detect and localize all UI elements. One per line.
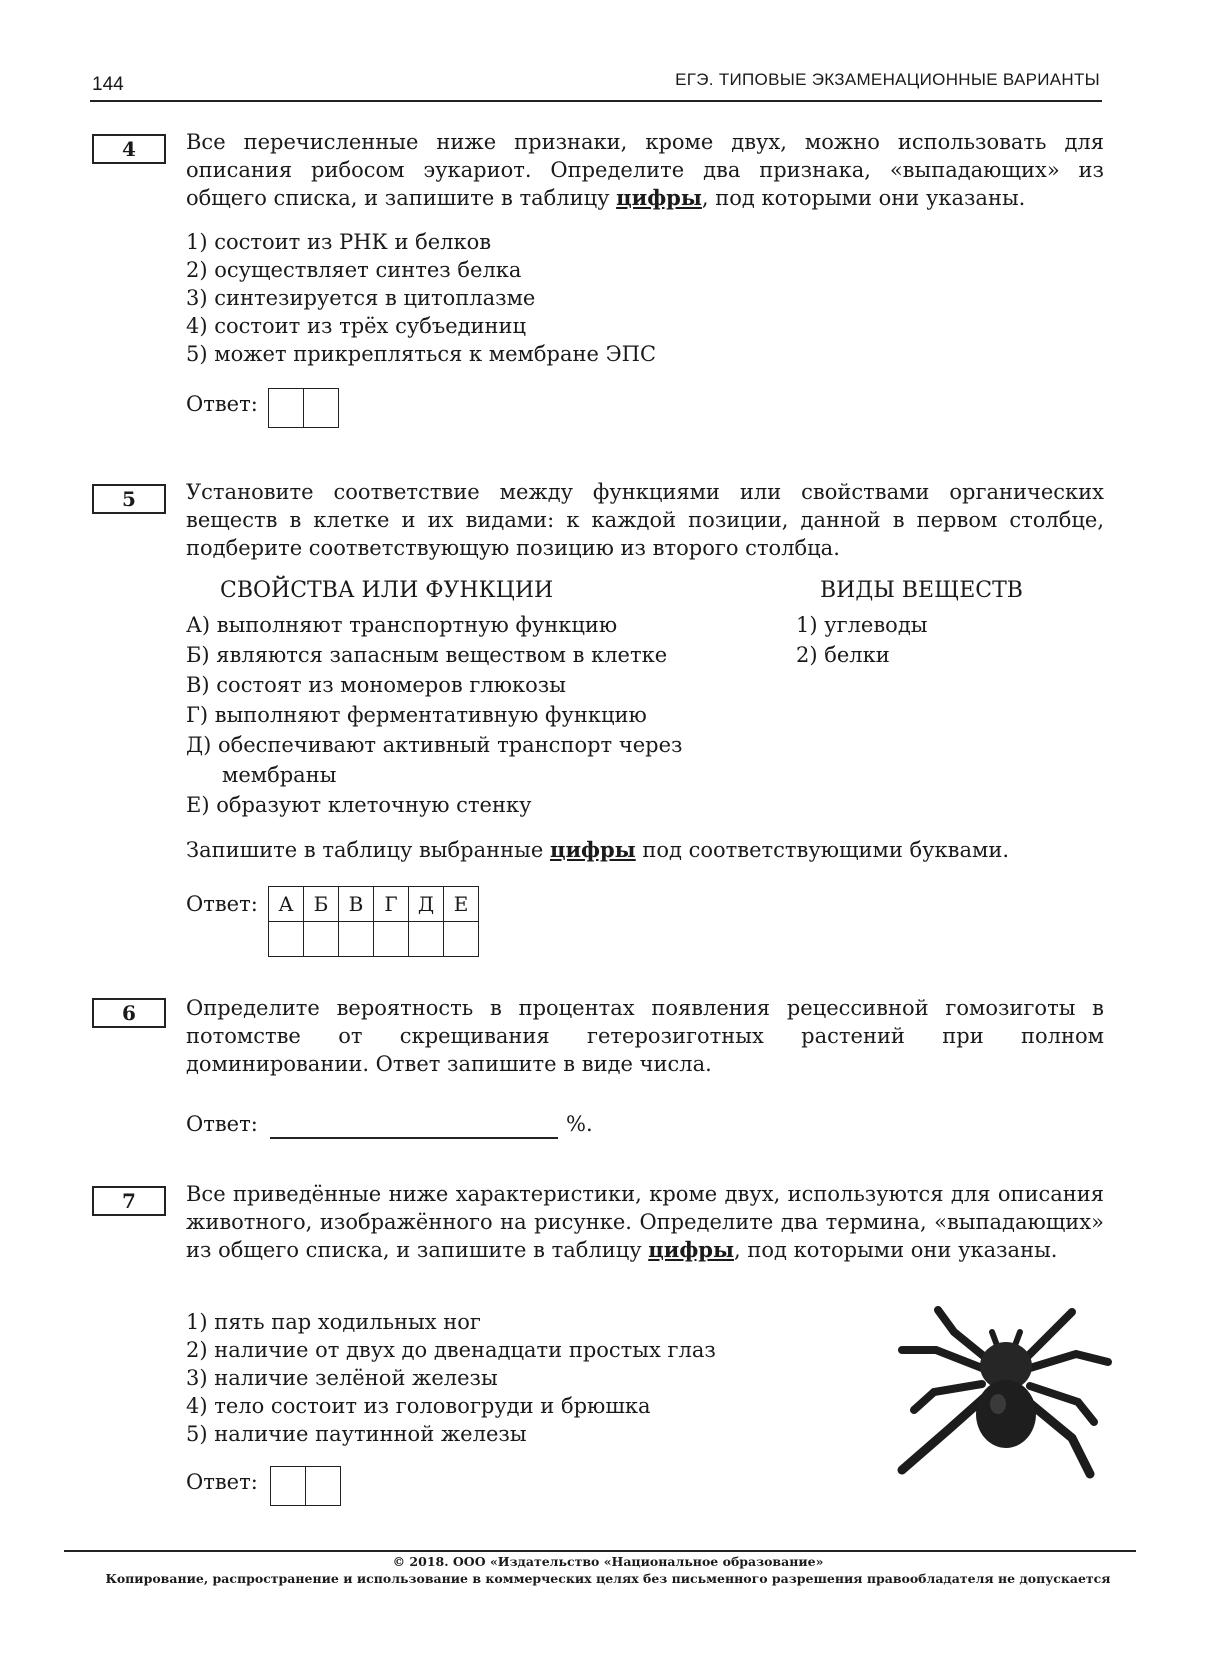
list-item: 2) осуществляет синтез белка: [186, 258, 522, 282]
footer-divider: [64, 1550, 1136, 1552]
list-item: 3) синтезируется в цитоплазме: [186, 286, 536, 310]
answer-cell[interactable]: [339, 922, 374, 957]
answer-cell[interactable]: [306, 1467, 340, 1505]
list-item: 3) наличие зелёной железы: [186, 1366, 498, 1390]
left-column-header: СВОЙСТВА ИЛИ ФУНКЦИИ: [220, 578, 554, 603]
right-column-header: ВИДЫ ВЕЩЕСТВ: [820, 578, 1023, 603]
answer-cell[interactable]: [304, 389, 338, 427]
answer-cell[interactable]: [269, 922, 304, 957]
list-item: 1) состоит из РНК и белков: [186, 230, 492, 254]
list-item: мембраны: [222, 763, 337, 787]
list-item: 1) углеводы: [796, 613, 928, 637]
answer-label-5: Ответ:: [186, 892, 258, 916]
answer-label-6: Ответ:: [186, 1112, 258, 1136]
list-item: 2) белки: [796, 643, 890, 667]
question-number-6: 6: [92, 998, 166, 1028]
list-item: Б) являются запасным веществом в клетке: [186, 643, 668, 667]
answer-cell[interactable]: [374, 922, 409, 957]
question-7-text: Все приведённые ниже характеристики, кроме двух, используются для описания животного, изображённого на рисунке. Определите два термина, «выпадающих» из общего списка, и запишите в таблицу цифры, под которыми они указаны.: [186, 1182, 1104, 1262]
letter-cell: А: [269, 887, 304, 922]
answer-cell[interactable]: [304, 922, 339, 957]
answer-cell[interactable]: [409, 922, 444, 957]
copyright-notice: Копирование, распространение и использование в коммерческих целях без письменного разрешения правообладателя не допускается: [105, 1571, 1111, 1586]
list-item: Д) обеспечивают активный транспорт через: [186, 733, 683, 757]
answer-cell[interactable]: [271, 1467, 306, 1505]
question-number-4: 4: [92, 134, 166, 164]
answer-cell[interactable]: [269, 389, 304, 427]
letter-cell: Г: [374, 887, 409, 922]
list-item: 1) пять пар ходильных ног: [186, 1310, 481, 1334]
answer-cells-4[interactable]: [268, 388, 339, 428]
answer-cells-7[interactable]: [270, 1466, 341, 1506]
question-4-options: [186, 228, 656, 368]
question-number-7: 7: [92, 1186, 166, 1216]
spider-illustration: [894, 1306, 1120, 1484]
list-item: 4) тело состоит из головогруди и брюшка: [186, 1394, 651, 1418]
answer-blank-line[interactable]: [270, 1137, 558, 1139]
copyright-line: © 2018. ООО «Издательство «Национальное образование»: [392, 1554, 824, 1569]
properties-list: [186, 610, 682, 820]
header-divider: [90, 100, 1102, 102]
running-title: ЕГЭ. ТИПОВЫЕ ЭКЗАМЕНАЦИОННЫЕ ВАРИАНТЫ: [675, 70, 1100, 89]
question-6-text: Определите вероятность в процентах появления рецессивной гомозиготы в потомстве от скрещивания гетерозиготных растений при полном доминировании. Ответ запишите в виде числа.: [186, 996, 1104, 1076]
percent-unit: %.: [566, 1112, 593, 1136]
letter-cell: Д: [409, 887, 444, 922]
list-item: 2) наличие от двух до двенадцати простых глаз: [186, 1338, 716, 1362]
question-number-5: 5: [92, 484, 166, 514]
list-item: Г) выполняют ферментативную функцию: [186, 703, 647, 727]
list-item: В) состоят из мономеров глюкозы: [186, 673, 566, 697]
question-4-text: Все перечисленные ниже признаки, кроме двух, можно использовать для описания рибосом эукариот. Определите два признака, «выпадающих» из общего списка, и запишите в таблицу цифры, под которыми они указаны.: [186, 130, 1104, 210]
answer-label-7: Ответ:: [186, 1470, 258, 1494]
question-5-instruction: Запишите в таблицу выбранные цифры под соответствующими буквами.: [186, 837, 1010, 862]
list-item: Е) образуют клеточную стенку: [186, 793, 532, 817]
list-item: 5) наличие паутинной железы: [186, 1422, 527, 1446]
answer-label-4: Ответ:: [186, 392, 258, 416]
answer-table-5: [268, 886, 479, 957]
page-number: 144: [92, 74, 124, 95]
answer-cell[interactable]: [444, 922, 479, 957]
list-item: 4) состоит из трёх субъединиц: [186, 314, 527, 338]
letter-cell: Б: [304, 887, 339, 922]
letter-cell: В: [339, 887, 374, 922]
question-5-text: Установите соответствие между функциями или свойствами органических веществ в клетке и их видами: к каждой позиции, данной в первом столбце, подберите соответствующую позицию из второго столбца.: [186, 480, 1104, 560]
list-item: А) выполняют транспортную функцию: [186, 613, 618, 637]
list-item: 5) может прикрепляться к мембране ЭПС: [186, 342, 657, 366]
question-7-options: [186, 1308, 716, 1448]
letter-cell: Е: [444, 887, 479, 922]
substances-list: [796, 610, 927, 670]
